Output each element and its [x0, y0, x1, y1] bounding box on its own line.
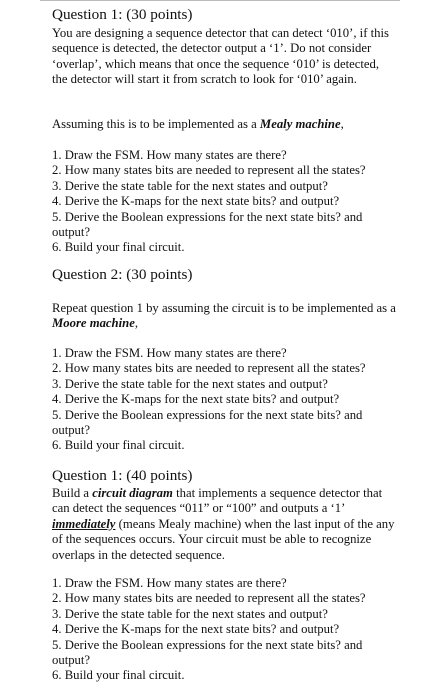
list-item: 4. Derive the K-maps for the next state bits? and output? — [52, 392, 340, 407]
immediately-emphasis: immediately — [52, 516, 116, 531]
question-2-intro — [52, 301, 397, 332]
list-item: 3. Derive the state table for the next states and output? — [52, 606, 328, 621]
list-item: 1. Draw the FSM. How many states are there? — [52, 346, 287, 360]
list-item: 3. Derive the state table for the next states and output? — [52, 178, 328, 193]
intro-part-2: that implements a sequence detector that can detect the sequences “011” or “100” and outputs a ‘1’ — [52, 486, 383, 516]
list-item: 6. Build your final circuit. — [52, 240, 185, 255]
list-item: 2. How many states bits are needed to represent all the states? — [52, 361, 366, 376]
question-1-task-list — [52, 148, 392, 256]
list-item: 6. Build your final circuit. — [52, 438, 185, 453]
list-item: 2. How many states bits are needed to represent all the states? — [52, 591, 366, 606]
list-item: 3. Derive the state table for the next states and output? — [52, 376, 328, 391]
question-2-task-list — [52, 346, 392, 454]
assumption-prefix: Assuming this is to be implemented as a — [52, 117, 260, 131]
intro-suffix: , — [134, 316, 138, 331]
intro-part-1: Build a — [52, 486, 93, 500]
list-item: 4. Derive the K-maps for the next state bits? and output? — [52, 194, 340, 209]
intro-prefix: Repeat question 1 by assuming the circuit is to be implemented as a — [52, 301, 396, 315]
question-3-task-list — [52, 576, 392, 684]
list-item: 5. Derive the Boolean expressions for the next state bits? and output? — [52, 407, 363, 438]
list-item: 5. Derive the Boolean expressions for the next state bits? and output? — [52, 637, 363, 668]
question-1-heading: Question 1: (30 points) — [52, 6, 193, 23]
intro-part-3: (means Mealy machine) when the last input of the any of the sequences occurs. Your circuit must be able to recognize overlaps in the detected sequence. — [52, 516, 395, 562]
moore-machine-emphasis: Moore machine — [52, 316, 135, 331]
assumption-suffix: , — [340, 117, 344, 131]
list-item: 1. Draw the FSM. How many states are there? — [52, 148, 287, 162]
list-item: 6. Build your final circuit. — [52, 668, 185, 683]
question-3-intro — [52, 486, 397, 563]
list-item: 5. Derive the Boolean expressions for the next state bits? and output? — [52, 209, 363, 240]
list-item: 4. Derive the K-maps for the next state bits? and output? — [52, 622, 340, 637]
circuit-diagram-emphasis: circuit diagram — [92, 486, 173, 500]
mealy-machine-emphasis: Mealy machine — [259, 117, 341, 131]
question-3-heading: Question 1: (40 points) — [52, 467, 193, 484]
list-item: 1. Draw the FSM. How many states are there? — [52, 576, 287, 590]
list-item: 2. How many states bits are needed to represent all the states? — [52, 163, 366, 178]
question-2-heading: Question 2: (30 points) — [52, 266, 193, 283]
question-1-intro: You are designing a sequence detector that can detect ‘010’, if this sequence is detected, the detector output a ‘1’. Do not consider ‘overlap’, which means that once the sequence ‘010’ is detected, the detector will start it from scratch to look for ‘010’ again. — [52, 26, 389, 87]
question-1-assumption — [52, 117, 397, 132]
